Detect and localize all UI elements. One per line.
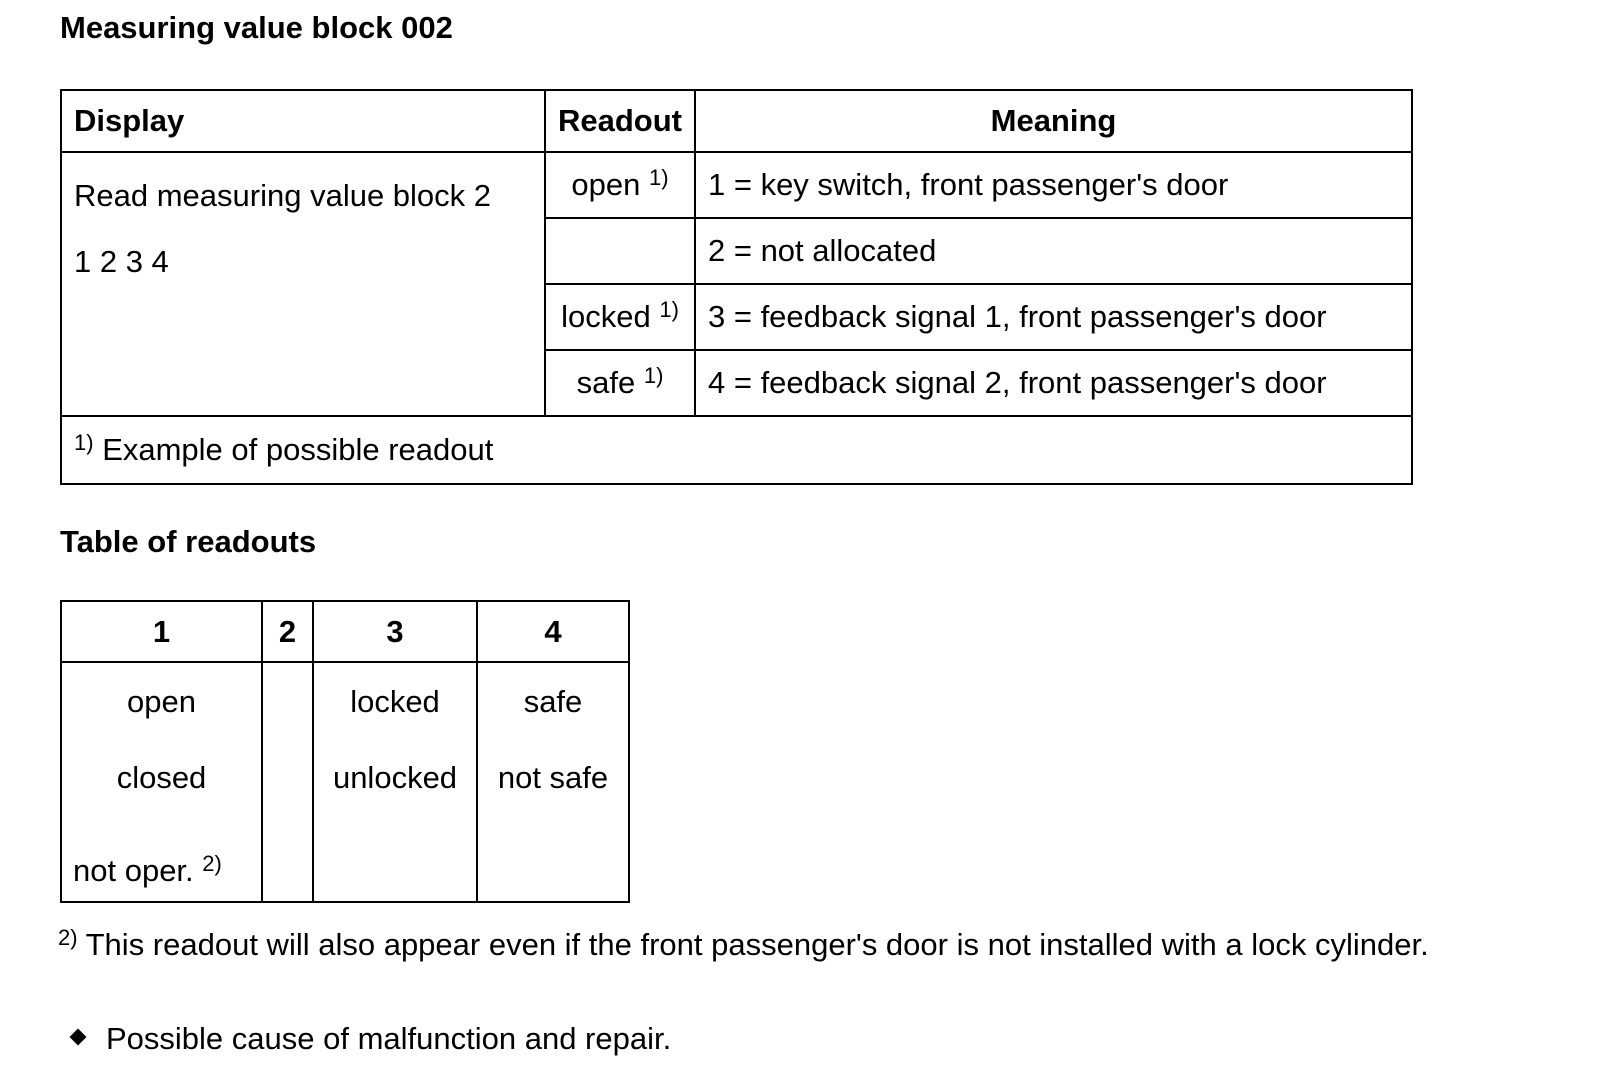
readout-value: closed [116,760,207,795]
table-row [61,662,629,902]
display-cell [61,152,545,416]
header-col-1: 1 [61,601,262,662]
readout-value: locked [350,684,440,719]
table-footnote-row [61,416,1412,484]
diamond-bullet-icon [70,1029,87,1046]
readout-cell [545,350,695,416]
readout-value: open [127,684,196,719]
table-header-row [61,601,629,662]
readout-value: safe [576,365,636,400]
readout-value: unlocked [332,760,458,795]
readout-col-1 [61,662,262,902]
footnote-marker: 1) [649,165,669,190]
display-line: 1 2 3 4 [74,244,169,279]
bullet-item [72,1021,671,1057]
readout-cell [545,284,695,350]
readout-value: locked [561,299,651,334]
readout-col-2 [262,662,313,902]
header-readout: Readout [545,90,695,152]
footnote-marker: 1) [74,430,94,455]
header-col-2: 2 [262,601,313,662]
footnote-text: This readout will also appear even if the front passenger's door is not installed with a lock cylinder. [85,927,1429,962]
measuring-value-table [60,89,1413,485]
header-display: Display [61,90,545,152]
display-line: Read measuring value block 2 [74,178,492,213]
header-col-3: 3 [313,601,477,662]
footnote-marker: 1) [659,297,679,322]
readout-value: not safe [497,760,609,795]
readout-value: safe [523,684,583,719]
meaning-cell: 2 = not allocated [695,218,1412,284]
header-meaning: Meaning [695,90,1412,152]
meaning-cell: 1 = key switch, front passenger's door [695,152,1412,218]
readout-value-not-oper [62,825,261,901]
readouts-table [60,600,630,903]
readout-value: not oper. [73,853,194,888]
readout-cell [545,218,695,284]
meaning-cell: 3 = feedback signal 1, front passenger's door [695,284,1412,350]
table-row [61,152,1412,218]
section-title-measuring-value-block: Measuring value block 002 [60,10,453,45]
readout-value: open [571,167,641,202]
footnote-marker: 2) [202,851,222,876]
readout-cell [545,152,695,218]
section-title-table-of-readouts: Table of readouts [60,524,317,559]
meaning-cell: 4 = feedback signal 2, front passenger's door [695,350,1412,416]
readout-col-3 [313,662,477,902]
header-col-4: 4 [477,601,629,662]
readout-col-4 [477,662,629,902]
table-header-row [61,90,1412,152]
footnote-marker: 2) [58,925,78,950]
bullet-text: Possible cause of malfunction and repair. [106,1021,672,1056]
footnote-2 [58,927,1429,963]
footnote-marker: 1) [643,363,664,388]
footnote-cell [61,416,1412,484]
footnote-text: Example of possible readout [102,432,494,467]
